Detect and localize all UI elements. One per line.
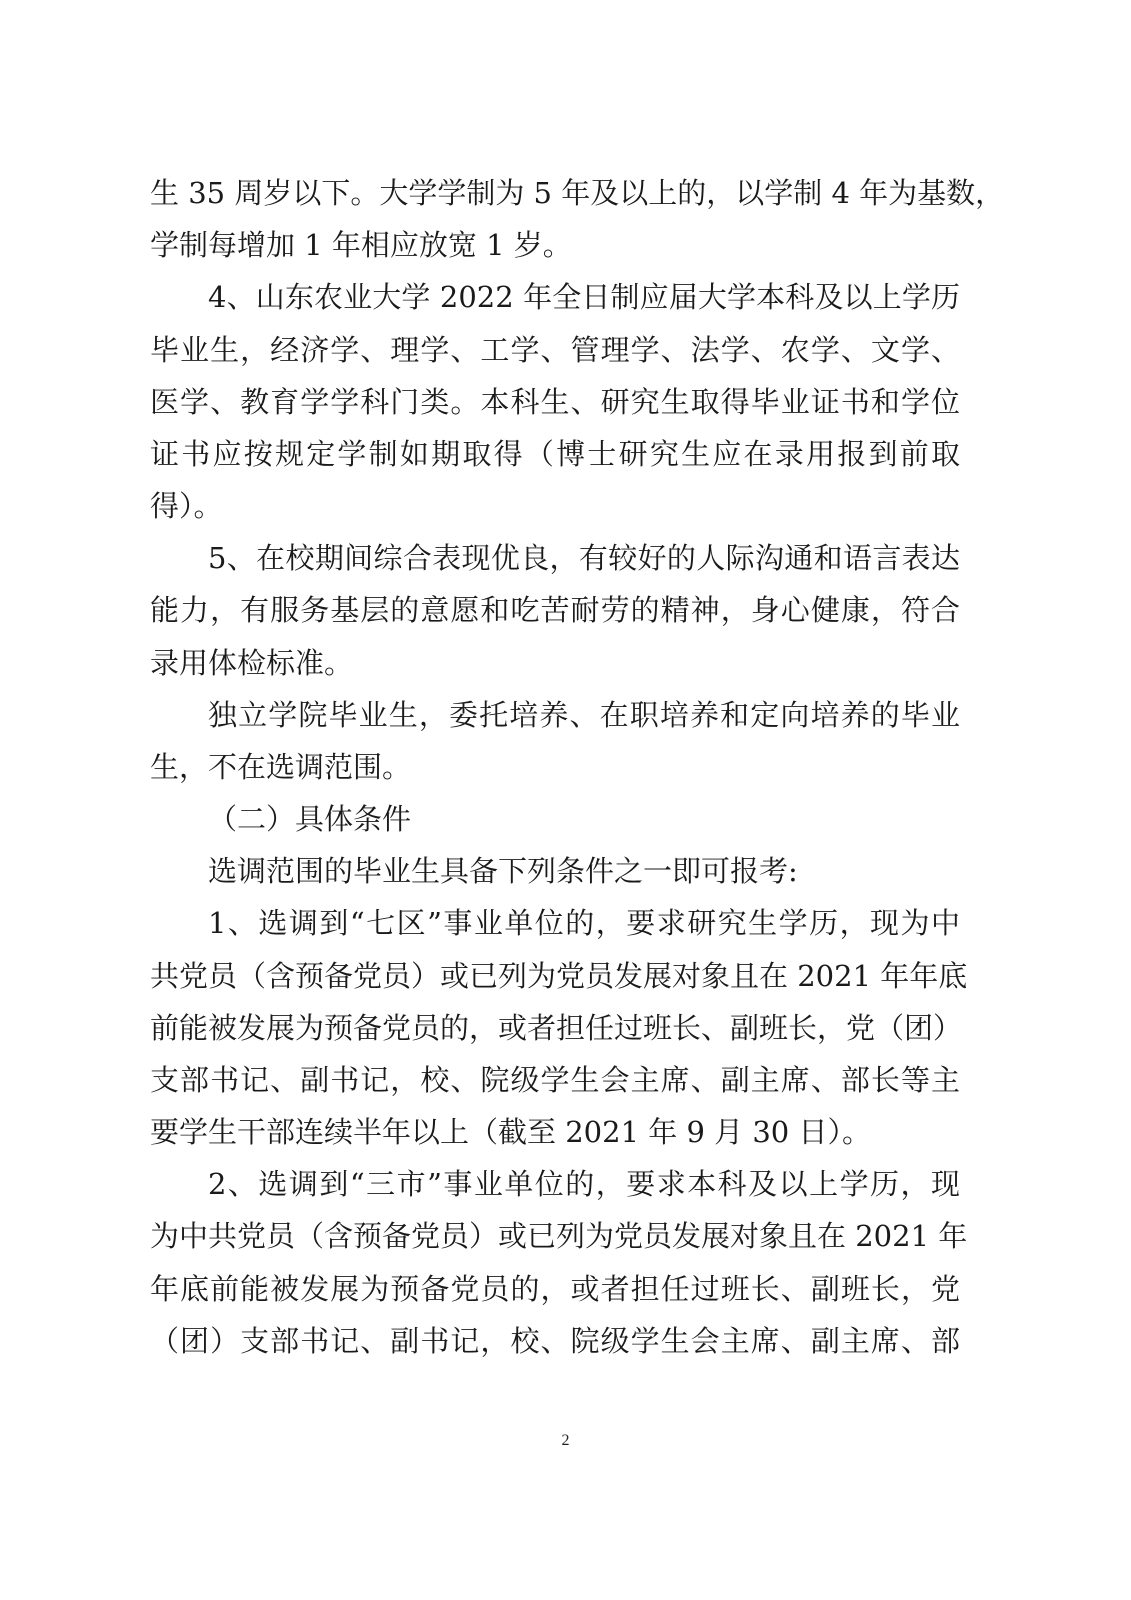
text-line: 学制每增加 1 年相应放宽 1 岁。 [150,228,572,262]
text-line: 得）。 [150,489,223,523]
text-line: 证书应按规定学制如期取得（博士研究生应在录用报到前取 [150,437,960,471]
text-line: 为中共党员（含预备党员）或已列为党员发展对象且在 2021 年 [150,1219,968,1253]
text-line: 共党员（含预备党员）或已列为党员发展对象且在 2021 年年底 [150,959,968,993]
text-line: 5、在校期间综合表现优良，有较好的人际沟通和语言表达 [208,541,960,575]
text-line: 独立学院毕业生，委托培养、在职培养和定向培养的毕业 [208,698,960,732]
text-line: 生 35 周岁以下。大学学制为 5 年及以上的，以学制 4 年为基数， [150,176,1005,210]
page-number: 2 [561,1432,570,1449]
text-line: 录用体检标准。 [150,646,354,680]
text-line: （团）支部书记、副书记，校、院级学生会主席、副主席、部 [150,1324,960,1358]
text-line: 1、选调到“七区”事业单位的，要求研究生学历，现为中 [208,906,960,940]
text-line: 支部书记、副书记，校、院级学生会主席、副主席、部长等主 [150,1063,960,1097]
text-line: 生，不在选调范围。 [150,750,412,784]
text-line: 要学生干部连续半年以上（截至 2021 年 9 月 30 日）。 [150,1115,871,1149]
text-line: 毕业生，经济学、理学、工学、管理学、法学、农学、文学、 [150,333,960,367]
text-line: 前能被发展为预备党员的，或者担任过班长、副班长，党（团） [150,1011,963,1045]
text-line: 年底前能被发展为预备党员的，或者担任过班长、副班长，党 [150,1272,960,1306]
text-line: 能力，有服务基层的意愿和吃苦耐劳的精神，身心健康，符合 [150,593,960,627]
text-line: 4、山东农业大学 2022 年全日制应届大学本科及以上学历 [208,280,960,314]
text-line: 医学、教育学学科门类。本科生、研究生取得毕业证书和学位 [150,385,960,419]
text-line: 选调范围的毕业生具备下列条件之一即可报考: [208,854,798,888]
text-line: 2、选调到“三市”事业单位的，要求本科及以上学历，现 [208,1167,960,1201]
section-heading: （二）具体条件 [208,802,412,836]
